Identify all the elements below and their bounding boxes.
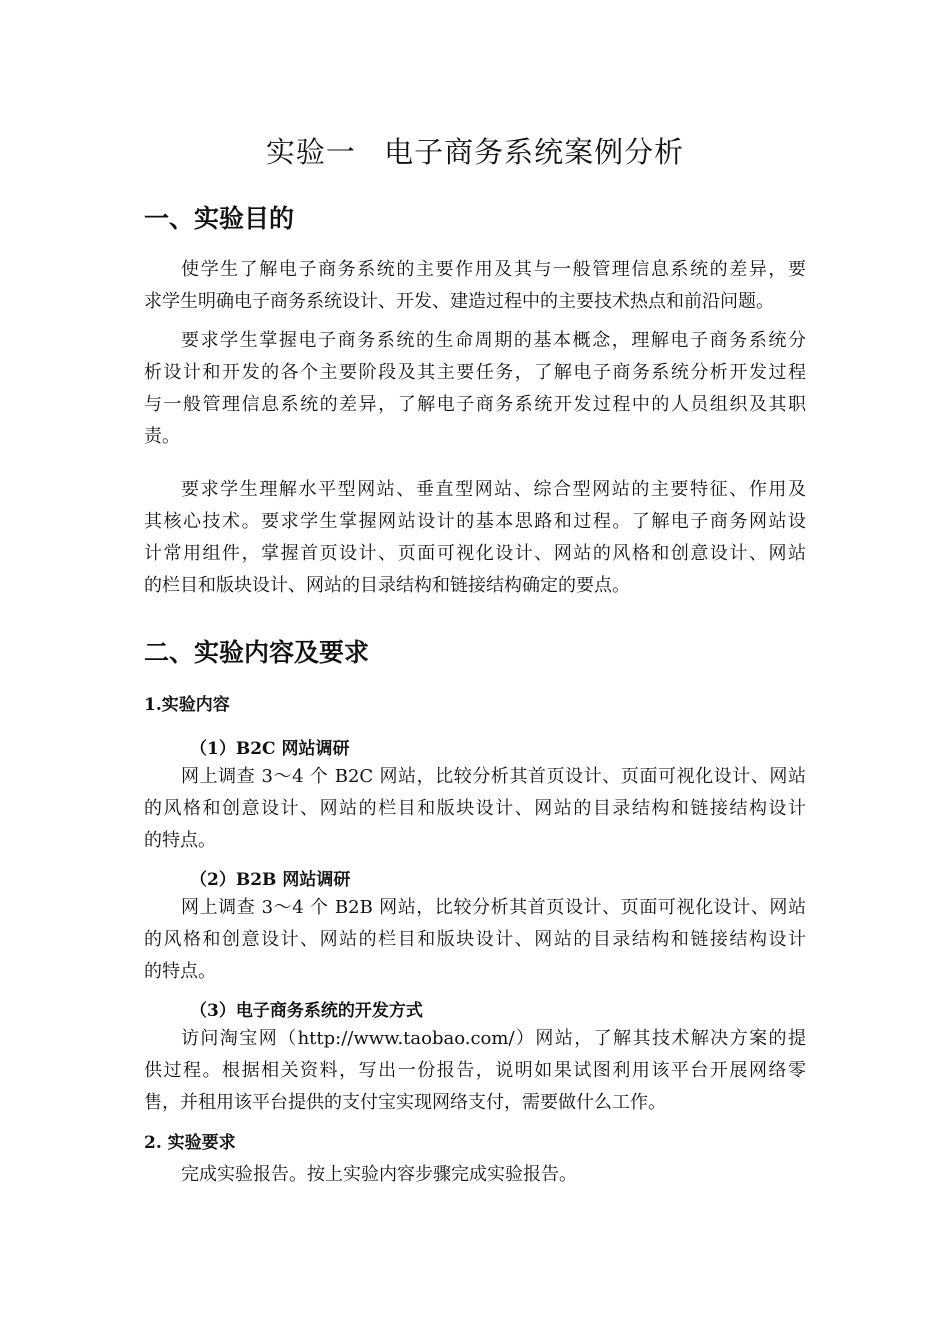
item-heading-b2c: （1）B2C 网站调研 [190, 739, 350, 759]
text-line: 计常用组件，掌握首页设计、页面可视化设计、网站的风格和创意设计、网站 [144, 543, 806, 564]
text-line: 求学生明确电子商务系统设计、开发、建造过程中的主要技术热点和前沿问题。 [144, 291, 774, 312]
section-heading-purpose: 一、实验目的 [144, 204, 295, 233]
text-line: 析设计和开发的各个主要阶段及其主要任务，了解电子商务系统分析开发过程 [144, 362, 806, 383]
text-line: 与一般管理信息系统的差异，了解电子商务系统开发过程中的人员组织及其职 [144, 394, 806, 415]
item-heading-dev-method: （3）电子商务系统的开发方式 [190, 1001, 423, 1021]
text-line: 访问淘宝网（http://www.taobao.com/）网站，了解其技术解决方案的提 [181, 1028, 806, 1049]
paragraph-b2b [144, 892, 806, 988]
text-line: 完成实验报告。按上实验内容步骤完成实验报告。 [181, 1164, 577, 1185]
text-line: 使学生了解电子商务系统的主要作用及其与一般管理信息系统的差异，要 [181, 259, 806, 280]
text-line: 的特点。 [144, 830, 216, 851]
text-line: 责。 [144, 426, 180, 447]
subsection-heading-content: 1.实验内容 [144, 695, 230, 715]
paragraph-dev-method [144, 1023, 806, 1119]
subsection-heading-requirements: 2. 实验要求 [144, 1133, 236, 1153]
paragraph-requirements [144, 1159, 806, 1191]
text-line: 售，并租用该平台提供的支付宝实现网络支付，需要做什么工作。 [144, 1092, 666, 1113]
section-heading-content: 二、实验内容及要求 [144, 638, 370, 667]
text-line: 网上调查 3～4 个 B2B 网站，比较分析其首页设计、页面可视化设计、网站 [181, 897, 806, 918]
text-line: 要求学生理解水平型网站、垂直型网站、综合型网站的主要特征、作用及 [181, 479, 806, 500]
text-line: 供过程。根据相关资料，写出一份报告，说明如果试图利用该平台开展网络零 [144, 1060, 806, 1081]
paragraph-purpose-1 [144, 254, 806, 318]
text-line: 的栏目和版块设计、网站的目录结构和链接结构确定的要点。 [144, 575, 630, 596]
text-line: 网上调查 3～4 个 B2C 网站，比较分析其首页设计、页面可视化设计、网站 [181, 766, 806, 787]
item-heading-b2b: （2）B2B 网站调研 [190, 870, 351, 890]
document-title: 实验一 电子商务系统案例分析 [265, 135, 685, 169]
text-line: 的风格和创意设计、网站的栏目和版块设计、网站的目录结构和链接结构设计 [144, 798, 806, 819]
text-line: 的特点。 [144, 961, 216, 982]
paragraph-purpose-3 [144, 474, 806, 602]
paragraph-purpose-2 [144, 325, 806, 453]
paragraph-b2c [144, 761, 806, 857]
text-line: 其核心技术。要求学生掌握网站设计的基本思路和过程。了解电子商务网站设 [144, 511, 806, 532]
text-line: 的风格和创意设计、网站的栏目和版块设计、网站的目录结构和链接结构设计 [144, 929, 806, 950]
text-line: 要求学生掌握电子商务系统的生命周期的基本概念，理解电子商务系统分 [181, 330, 806, 351]
